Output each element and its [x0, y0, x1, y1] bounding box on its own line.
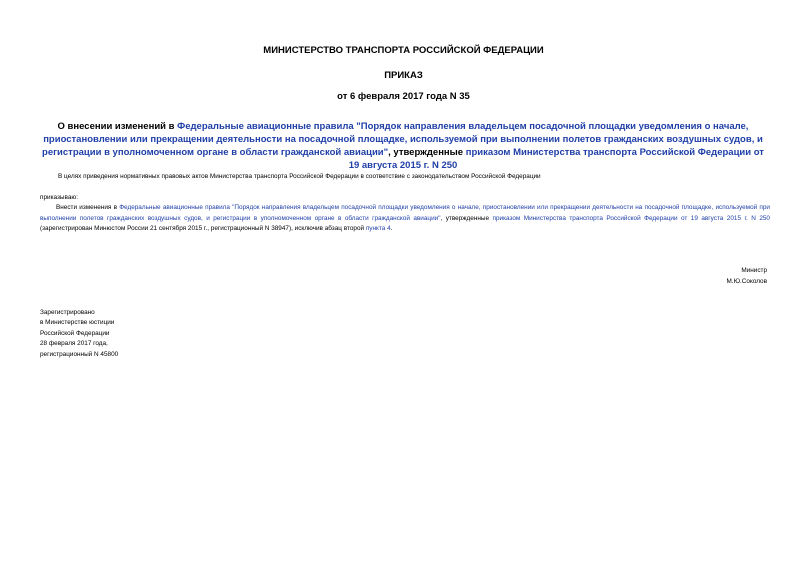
- main-link-order-250[interactable]: приказом Министерства транспорта Российской Федерации от 19 августа 2015 г. N 250: [492, 214, 770, 222]
- signature-name: М.Ю.Соколов: [726, 278, 767, 285]
- intro-paragraph: В целях приведения нормативных правовых актов Министерства транспорта Российской Федерации в соответствие с законодательством Российской Федерации: [58, 173, 541, 180]
- registration-line: Российской Федерации: [40, 329, 110, 337]
- main-text-part4: .: [390, 225, 393, 232]
- main-text-part1: Внести изменения в: [56, 204, 120, 211]
- title-text-part1: О внесении изменений в: [57, 121, 178, 132]
- registration-line: Зарегистрировано: [40, 309, 95, 316]
- registration-line: 28 февраля 2017 года,: [40, 340, 108, 348]
- signature-block: [726, 265, 767, 287]
- main-link-punkt-4[interactable]: пункта 4: [365, 225, 391, 232]
- main-paragraph: [40, 203, 770, 235]
- registration-line: в Министерстве юстиции: [40, 319, 115, 327]
- title-text-part2: , утвержденные: [388, 147, 466, 158]
- registration-line: регистрационный N 45800: [40, 350, 119, 358]
- ministry-heading: МИНИСТЕРСТВО ТРАНСПОРТА РОССИЙСКОЙ ФЕДЕРАЦИИ: [263, 45, 544, 56]
- title-link-order-250[interactable]: приказом Министерства транспорта Российской Федерации от 19 августа 2015 г. N 250: [348, 147, 764, 171]
- registration-block: [40, 308, 118, 360]
- document-title: [36, 120, 770, 172]
- title-link-aviation-rules[interactable]: Федеральные авиационные правила "Порядок направления владельцем посадочной площадки уведомления о начале, приостановлении или прекращении деятельности на посадочной площадке, используемой при выполнении полетов гражданских воздушных судов, и регистрации в уполномоченном органе в области гражданской авиации": [42, 121, 763, 158]
- prikazyvayu-text: приказываю:: [40, 194, 78, 201]
- main-text-part3: (зарегистрирован Минюстом России 21 сентября 2015 г., регистрационный N 38947), исключив абзац второй: [40, 225, 366, 232]
- document-date: от 6 февраля 2017 года N 35: [337, 91, 470, 102]
- signature-position: Министр: [741, 267, 767, 274]
- main-text-part2: , утвержденные: [440, 214, 493, 222]
- document-type: ПРИКАЗ: [384, 70, 423, 81]
- main-link-aviation-rules[interactable]: Федеральные авиационные правила "Порядок направления владельцем посадочной площадки уведомления о начале, приостановлении или прекращении деятельности на посадочной площадке, используемой при выполнении полетов гражданских воздушных судов, и регистрации в уполномоченном органе в области гражданской авиации": [40, 204, 770, 222]
